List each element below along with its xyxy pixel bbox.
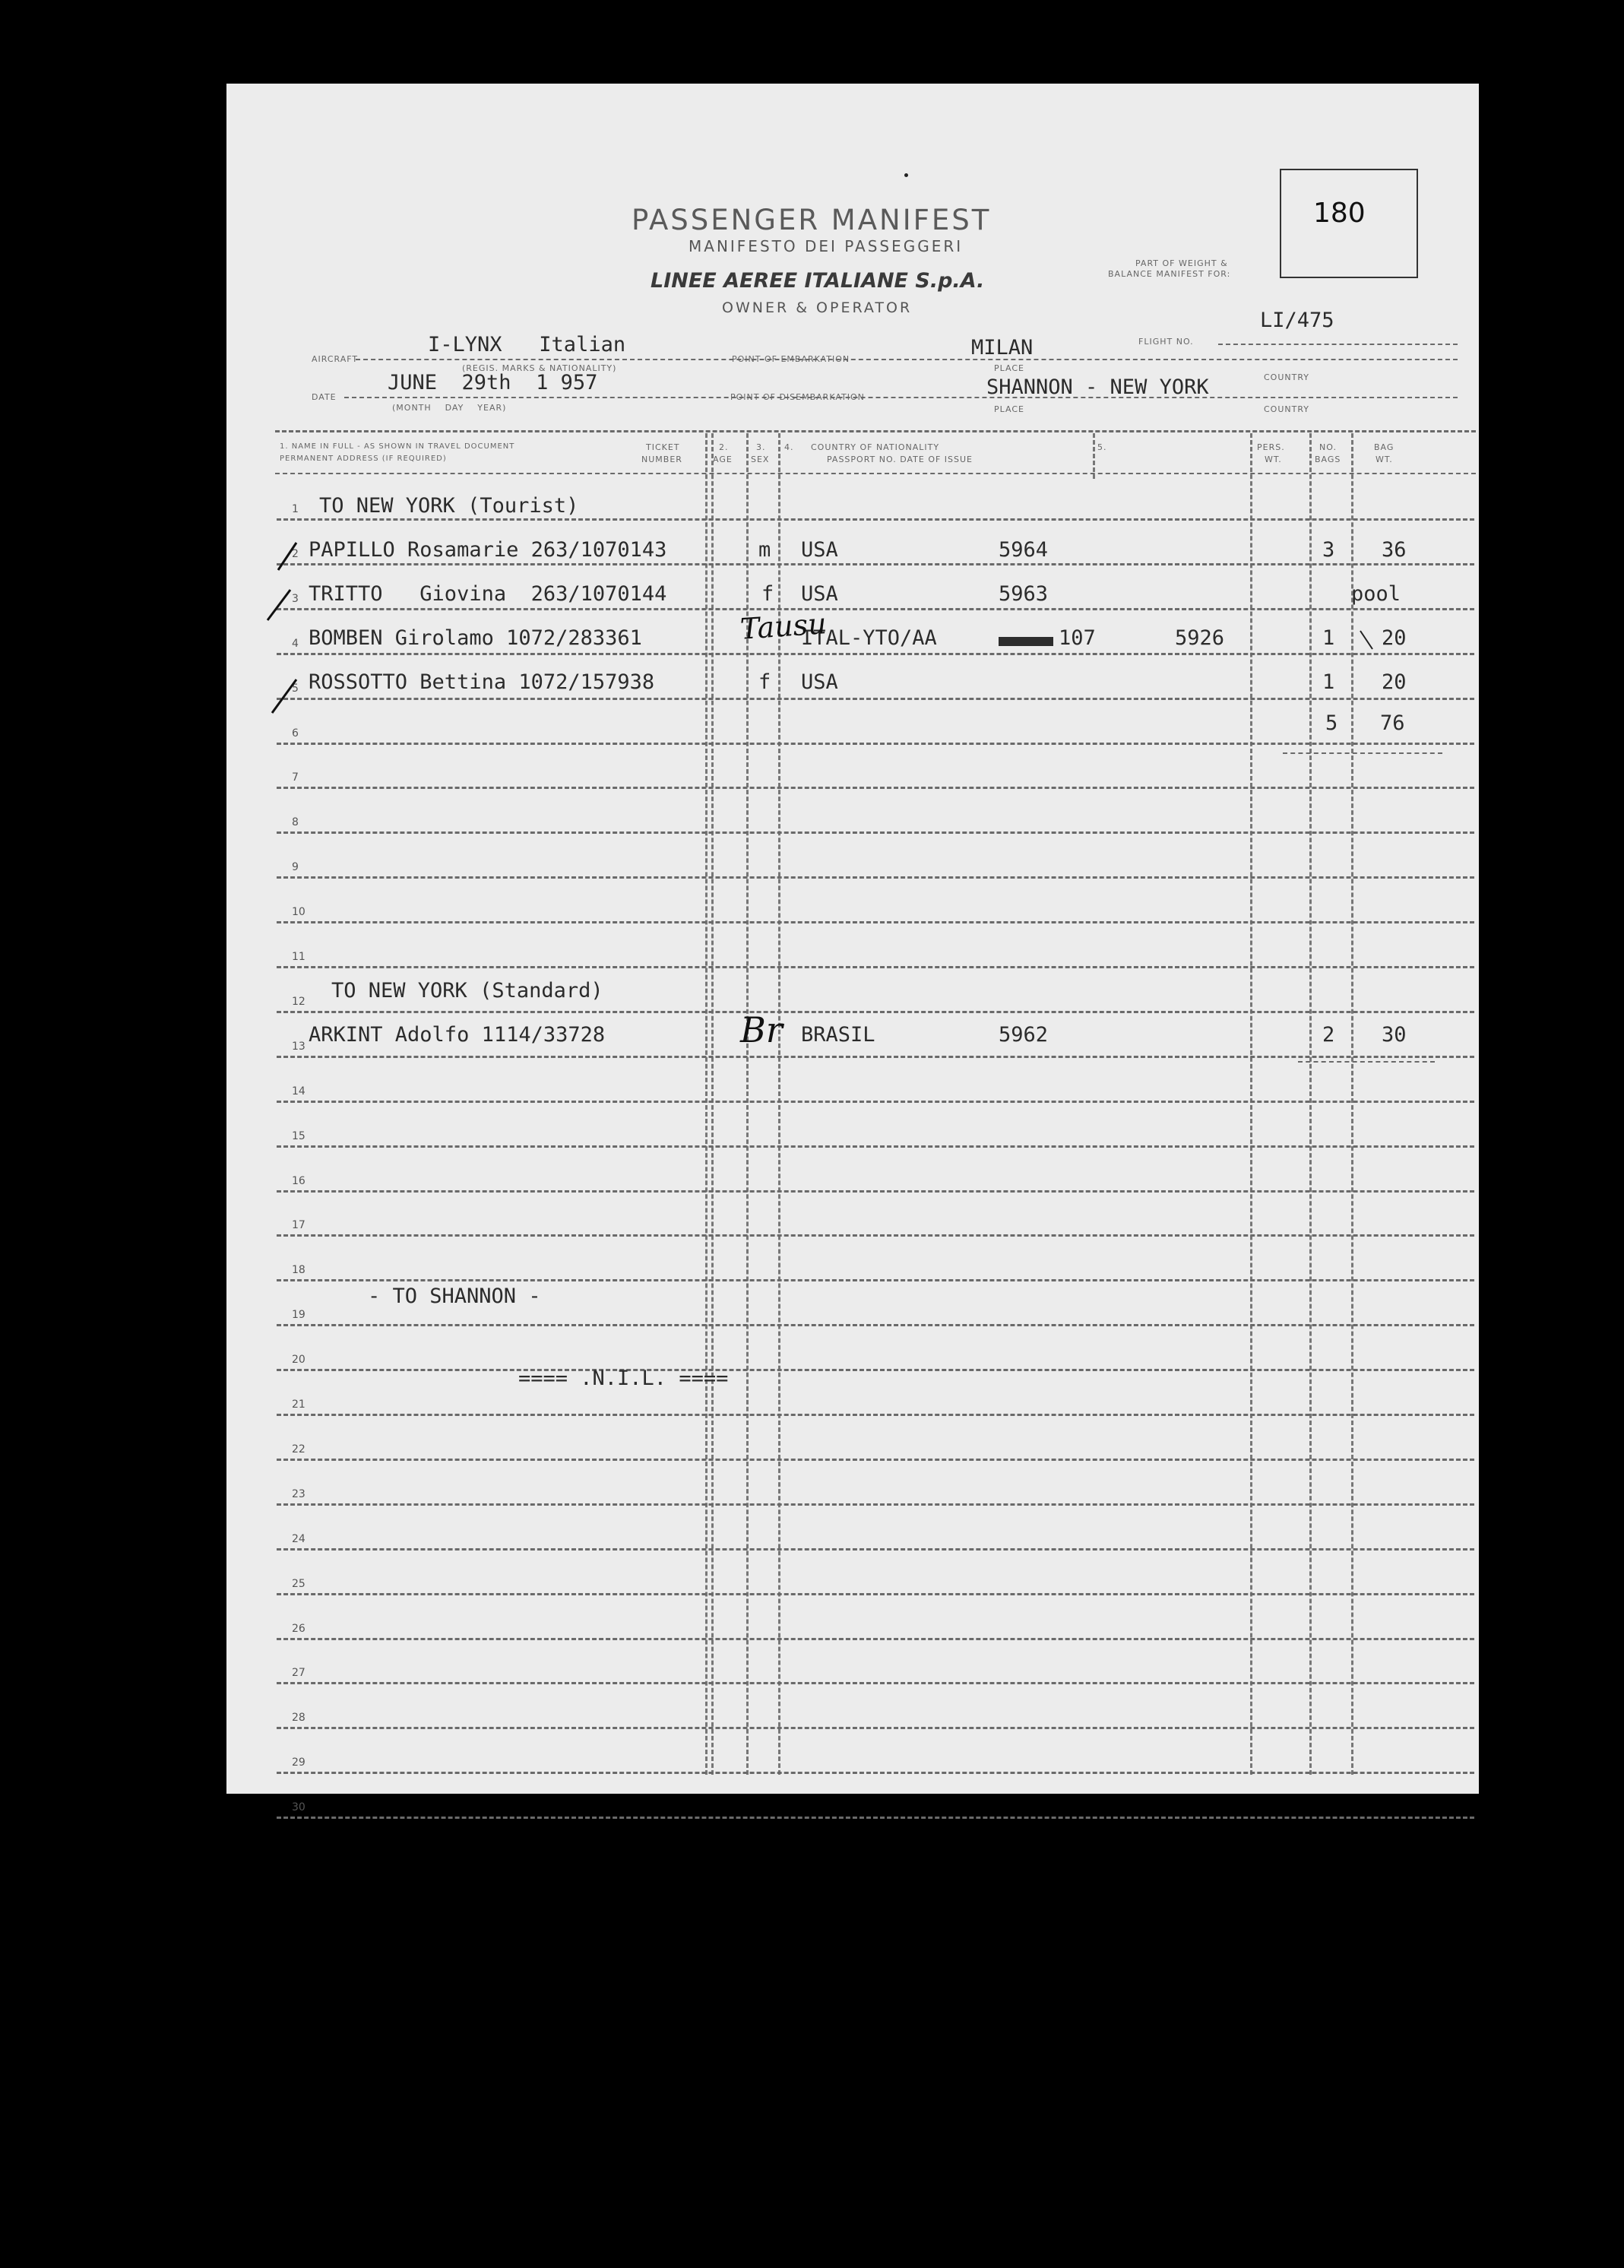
part-of-label-1: PART OF WEIGHT & bbox=[1135, 258, 1228, 268]
col-nationality-header: 4. COUNTRY OF NATIONALITY bbox=[784, 442, 940, 452]
col-name-header: 1. NAME IN FULL - AS SHOWN IN TRAVEL DOCUMENT bbox=[280, 442, 515, 451]
aircraft-sub: (REGIS. MARKS & NATIONALITY) bbox=[462, 363, 617, 373]
owner-operator-label: OWNER & OPERATOR bbox=[722, 299, 913, 316]
col-bagwt-header: BAG bbox=[1374, 442, 1394, 452]
row-number: 2 bbox=[292, 548, 299, 560]
row-number: 6 bbox=[292, 727, 299, 740]
row-4-passport: 107 bbox=[1059, 626, 1096, 650]
row-number: 16 bbox=[292, 1175, 305, 1187]
row-2-passport: 5964 bbox=[999, 538, 1049, 562]
embarkation-label: POINT OF EMBARKATION bbox=[732, 354, 850, 364]
row-5-bags: 1 bbox=[1322, 670, 1335, 694]
col-sex-header-2: SEX bbox=[751, 455, 770, 464]
embarkation-value: MILAN bbox=[971, 336, 1034, 360]
row-4-name: BOMBEN Girolamo 1072/283361 bbox=[309, 626, 642, 650]
row-number: 15 bbox=[292, 1130, 305, 1142]
box-number: 180 bbox=[1313, 198, 1366, 229]
row-4-handwritten-note: Tausu bbox=[739, 607, 828, 646]
date-sub: (MONTH DAY YEAR) bbox=[392, 403, 507, 413]
place-label-1: PLACE bbox=[994, 363, 1024, 373]
row-2-nationality: USA bbox=[801, 538, 838, 562]
row-number: 24 bbox=[292, 1533, 305, 1545]
aircraft-label: AIRCRAFT bbox=[312, 354, 359, 364]
manifest-sheet bbox=[226, 84, 1479, 1813]
row-number: 5 bbox=[292, 683, 299, 695]
disembarkation-value: SHANNON - NEW YORK bbox=[986, 375, 1209, 399]
aircraft-value: I-LYNX Italian bbox=[428, 333, 626, 356]
col-5-header: 5. bbox=[1097, 442, 1107, 452]
col-pers-header-2: WT. bbox=[1265, 455, 1282, 464]
row-number: 19 bbox=[292, 1309, 305, 1321]
row-number: 18 bbox=[292, 1264, 305, 1276]
row-5-name: ROSSOTTO Bettina 1072/157938 bbox=[309, 670, 655, 694]
row-13-bag-weight: 30 bbox=[1382, 1023, 1407, 1047]
place-label-2: PLACE bbox=[994, 404, 1024, 414]
row-number: 30 bbox=[292, 1801, 305, 1813]
col-bagwt-header-2: WT. bbox=[1375, 455, 1393, 464]
pen-check-marks bbox=[226, 84, 1479, 1794]
row-number: 20 bbox=[292, 1354, 305, 1366]
row-number: 29 bbox=[292, 1756, 305, 1769]
row-number: 23 bbox=[292, 1488, 305, 1500]
row-number: 25 bbox=[292, 1578, 305, 1590]
airline-name: LINEE AEREE ITALIANE S.p.A. bbox=[651, 269, 985, 293]
row-number: 9 bbox=[292, 861, 299, 873]
row-rule bbox=[277, 1817, 1474, 1819]
row-number: 7 bbox=[292, 771, 299, 784]
row-5-bag-weight: 20 bbox=[1382, 670, 1407, 694]
row-3-passport: 5963 bbox=[999, 582, 1049, 606]
row-number: 11 bbox=[292, 951, 305, 963]
row-number: 27 bbox=[292, 1667, 305, 1679]
row-2-bags: 3 bbox=[1322, 538, 1335, 562]
part-of-label-2: BALANCE MANIFEST FOR: bbox=[1108, 269, 1231, 279]
row-13-nationality: BRASIL bbox=[801, 1023, 875, 1047]
row-number: 12 bbox=[292, 996, 305, 1008]
col-nationality-header-2: PASSPORT NO. DATE OF ISSUE bbox=[827, 455, 973, 464]
row-19-heading: - TO SHANNON - bbox=[368, 1284, 541, 1308]
row-number: 28 bbox=[292, 1712, 305, 1724]
row-3-bag-weight: pool bbox=[1351, 582, 1401, 606]
col-bags-header: NO. bbox=[1319, 442, 1337, 452]
row-2-bag-weight: 36 bbox=[1382, 538, 1407, 562]
row-2-name: PAPILLO Rosamarie 263/1070143 bbox=[309, 538, 667, 562]
manifest-title: PASSENGER MANIFEST bbox=[632, 204, 992, 236]
total-bags: 5 bbox=[1325, 711, 1338, 735]
row-12-heading: TO NEW YORK (Standard) bbox=[331, 979, 603, 1003]
row-3-sex: f bbox=[761, 582, 774, 606]
col-age-header: 2. bbox=[719, 442, 729, 452]
row-number: 22 bbox=[292, 1443, 305, 1456]
date-label: DATE bbox=[312, 392, 337, 402]
row-number: 13 bbox=[292, 1041, 305, 1053]
row-13-bags: 2 bbox=[1322, 1023, 1335, 1047]
row-4-bag-weight: 20 bbox=[1382, 626, 1407, 650]
row-number: 26 bbox=[292, 1623, 305, 1635]
col-age-header-2: AGE bbox=[713, 455, 733, 464]
row-number: 14 bbox=[292, 1085, 305, 1098]
row-number: 10 bbox=[292, 906, 305, 918]
row-number: 4 bbox=[292, 638, 299, 650]
row-13-passport: 5962 bbox=[999, 1023, 1049, 1047]
row-13-handwritten-note: Br bbox=[740, 1009, 783, 1050]
row-13-name: ARKINT Adolfo 1114/33728 bbox=[309, 1023, 606, 1047]
row-5-sex: f bbox=[758, 670, 771, 694]
flight-number: LI/475 bbox=[1260, 309, 1334, 332]
manifest-subtitle: MANIFESTO DEI PASSEGGERI bbox=[689, 237, 964, 255]
row-3-name: TRITTO Giovina 263/1070144 bbox=[309, 582, 667, 606]
col-bags-header-2: BAGS bbox=[1315, 455, 1341, 464]
row-number: 8 bbox=[292, 816, 299, 828]
row-4-passport-2: 5926 bbox=[1175, 626, 1225, 650]
row-number: 21 bbox=[292, 1398, 305, 1411]
row-21-nil: ==== .N.I.L. ==== bbox=[518, 1367, 729, 1390]
row-5-nationality: USA bbox=[801, 670, 838, 694]
country-label-1: COUNTRY bbox=[1264, 372, 1309, 382]
col-sex-header: 3. bbox=[756, 442, 766, 452]
flight-label: FLIGHT NO. bbox=[1138, 337, 1194, 347]
row-2-sex: m bbox=[758, 538, 771, 562]
row-4-nationality: ITAL-YTO/AA bbox=[801, 626, 937, 650]
top-dot bbox=[904, 173, 908, 177]
row-number: 17 bbox=[292, 1219, 305, 1231]
disembarkation-label: POINT OF DISEMBARKATION bbox=[730, 392, 865, 402]
row-number: 1 bbox=[292, 503, 299, 515]
total-bag-weight: 76 bbox=[1380, 711, 1405, 735]
row-1-heading: TO NEW YORK (Tourist) bbox=[319, 494, 579, 518]
row-number: 3 bbox=[292, 593, 299, 605]
col-name-header-2: PERMANENT ADDRESS (IF REQUIRED) bbox=[280, 455, 447, 463]
col-ticket-header-2: NUMBER bbox=[641, 455, 682, 464]
date-value: JUNE 29th 1 957 bbox=[388, 371, 598, 394]
row-3-nationality: USA bbox=[801, 582, 838, 606]
col-pers-header: PERS. bbox=[1257, 442, 1285, 452]
col-ticket-header: TICKET bbox=[646, 442, 680, 452]
country-label-2: COUNTRY bbox=[1264, 404, 1309, 414]
row-4-bags: 1 bbox=[1322, 626, 1335, 650]
